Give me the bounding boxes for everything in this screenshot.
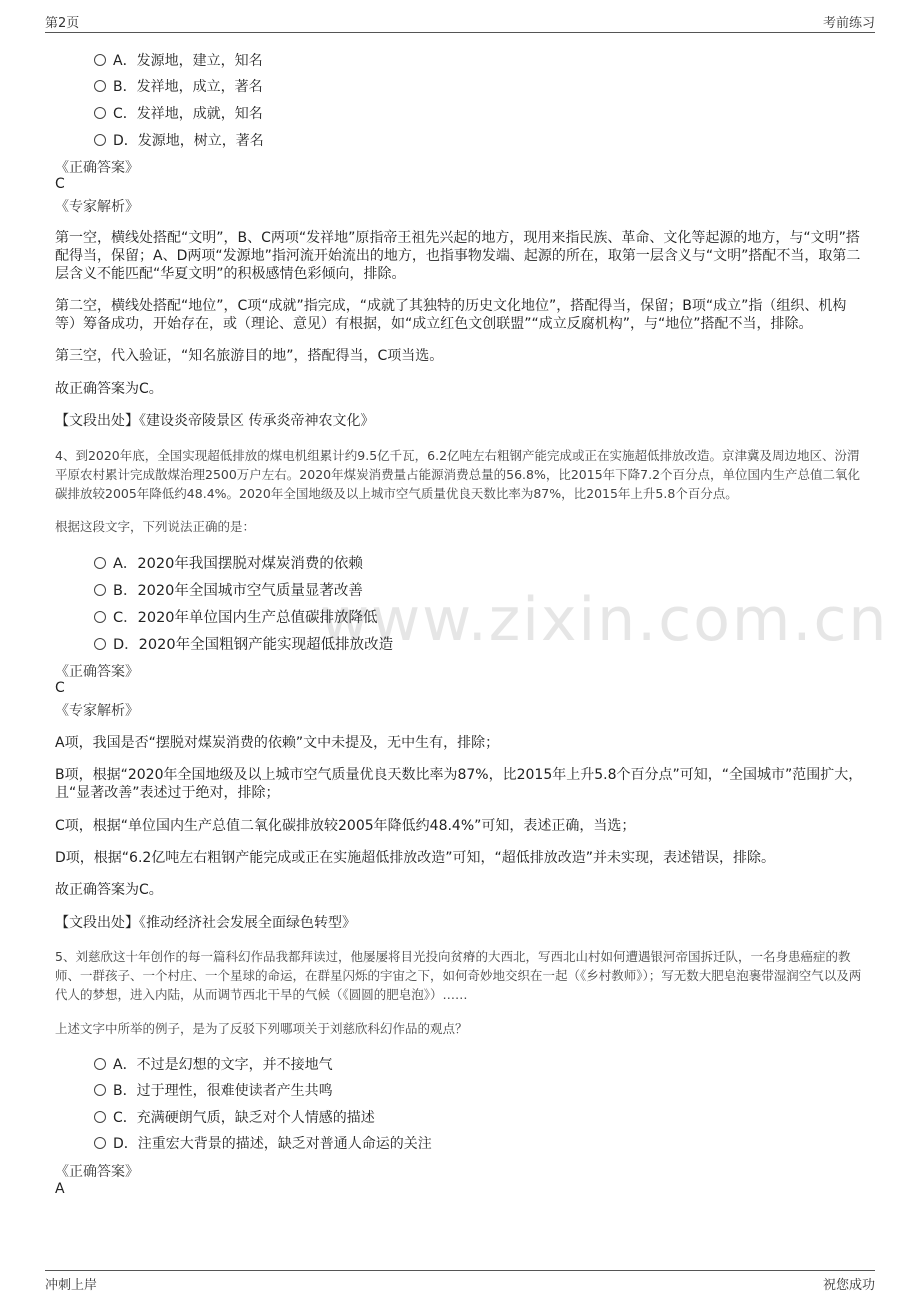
q3-analysis-3: 第三空，代入验证，“知名旅游目的地”，搭配得当，C项当选。 <box>55 348 444 364</box>
radio-icon[interactable] <box>94 611 106 623</box>
radio-icon[interactable] <box>94 1084 106 1096</box>
q5-option-d[interactable]: D．注重宏大背景的描述，缺乏对普通人命运的关注 <box>94 1133 432 1153</box>
q3-option-a[interactable]: A．发源地，建立，知名 <box>94 50 263 70</box>
q5-option-c[interactable]: C．充满硬朗气质，缺乏对个人情感的描述 <box>94 1107 375 1127</box>
q5-text: 5、刘慈欣这十年创作的每一篇科幻作品我都拜读过，他屡屡将目光投向贫瘠的大西北，写西北山村如何遭遇银河帝国拆迁队，一名身患癌症的教师、一群孩子、一个村庄、一个星球的命运，在群星闪烁的宇宙之下，如何奇妙地交织在一起（《乡村教师》）；写无数大肥皂泡裹带湿润空气以及两代人的梦想，进入内陆，从而调节西北干旱的气候（《圆圆的肥皂泡》）…… <box>55 949 862 1002</box>
radio-icon[interactable] <box>94 557 106 569</box>
radio-icon[interactable] <box>94 107 106 119</box>
q3-option-c[interactable]: C．发祥地，成就，知名 <box>94 103 263 123</box>
q5-answer: A <box>55 1181 65 1197</box>
footer-right: 祝您成功 <box>822 1278 875 1293</box>
q4-option-c[interactable]: C．2020年单位国内生产总值碳排放降低 <box>94 606 378 627</box>
q4-analysis-3: C项，根据“单位国内生产总值二氧化碳排放较2005年降低约48.4%”可知，表述正确，当选； <box>55 818 636 834</box>
q4-source: 【文段出处】《推动经济社会发展全面绿色转型》 <box>55 915 356 931</box>
q4-prompt: 根据这段文字，下列说法正确的是： <box>55 519 256 534</box>
radio-icon[interactable] <box>94 584 106 596</box>
radio-icon[interactable] <box>94 1111 106 1123</box>
q4-analysis-label: 《专家解析》 <box>55 703 139 719</box>
q4-answer-label: 《正确答案》 <box>55 664 139 680</box>
q3-analysis-1: 第一空，横线处搭配“文明”，B、C两项“发祥地”原指帝王祖先兴起的地方，现用来指民族、革命、文化等起源的地方，与“文明”搭配得当，保留；A、D两项“发源地”指河流开始流出的地方，也指事物发端、起源的所在，取第一层含义与“文明”搭配不当，取第二层含义不能匹配“华夏文明”的积极感情色彩倾向，排除。 <box>55 230 861 282</box>
q5-answer-label: 《正确答案》 <box>55 1164 139 1180</box>
page-header <box>45 10 875 33</box>
q3-analysis-label: 《专家解析》 <box>55 199 139 215</box>
q3-analysis-4: 故正确答案为C。 <box>55 381 163 397</box>
q4-analysis-4: D项，根据“6.2亿吨左右粗钢产能完成或正在实施超低排放改造”可知，“超低排放改造”并未实现，表述错误，排除。 <box>55 850 776 866</box>
q4-analysis-2: B项，根据“2020年全国地级及以上城市空气质量优良天数比率为87%，比2015年上升5.8个百分点”可知，“全国城市”范围扩大，且“显著改善”表述过于绝对，排除； <box>55 767 863 801</box>
radio-icon[interactable] <box>94 134 106 146</box>
header-title: 考前练习 <box>822 16 875 31</box>
q5-option-b[interactable]: B．过于理性，很难使读者产生共鸣 <box>94 1080 333 1100</box>
page-number: 第2页 <box>45 16 80 31</box>
q3-option-d[interactable]: D．发源地，树立，著名 <box>94 130 264 150</box>
q5-prompt: 上述文字中所举的例子，是为了反驳下列哪项关于刘慈欣科幻作品的观点？ <box>55 1021 468 1036</box>
q4-answer: C <box>55 680 65 696</box>
q3-option-b[interactable]: B．发祥地，成立，著名 <box>94 76 263 96</box>
q4-option-a[interactable]: A．2020年我国摆脱对煤炭消费的依赖 <box>94 552 363 573</box>
radio-icon[interactable] <box>94 54 106 66</box>
q5-option-a[interactable]: A．不过是幻想的文字，并不接地气 <box>94 1054 333 1074</box>
page-footer <box>45 1270 875 1295</box>
radio-icon[interactable] <box>94 638 106 650</box>
q3-analysis-2: 第二空，横线处搭配“地位”，C项“成就”指完成，“成就了其独特的历史文化地位”，搭配得当，保留；B项“成立”指（组织、机构等）筹备成功，开始存在，或（理论、意见）有根据，如“成立红色文创联盟”“成立反腐机构”，与“地位”搭配不当，排除。 <box>55 298 847 332</box>
q4-text: 4、到2020年底，全国实现超低排放的煤电机组累计约9.5亿千瓦，6.2亿吨左右粗钢产能完成或正在实施超低排放改造。京津冀及周边地区、汾渭平原农村累计完成散煤治理2500万户左右。2020年煤炭消费量占能源消费总量的56.8%，比2015年下降7.2个百分点，单位国内生产总值二氧化碳排放较2005年降低约48.4%。2020年全国地级及以上城市空气质量优良天数比率为87%，比2015年上升5.8个百分点。 <box>55 448 861 501</box>
q4-analysis-5: 故正确答案为C。 <box>55 882 163 898</box>
q3-answer: C <box>55 176 65 192</box>
q4-option-d[interactable]: D．2020年全国粗钢产能实现超低排放改造 <box>94 633 393 654</box>
q4-option-b[interactable]: B．2020年全国城市空气质量显著改善 <box>94 579 363 600</box>
footer-left: 冲刺上岸 <box>45 1278 98 1293</box>
q3-answer-label: 《正确答案》 <box>55 160 139 176</box>
q4-analysis-1: A项，我国是否“摆脱对煤炭消费的依赖”文中未提及，无中生有，排除； <box>55 735 500 751</box>
radio-icon[interactable] <box>94 1058 106 1070</box>
radio-icon[interactable] <box>94 80 106 92</box>
radio-icon[interactable] <box>94 1137 106 1149</box>
watermark: www.zixin.com.cn <box>320 585 889 655</box>
q3-source: 【文段出处】《建设炎帝陵景区 传承炎帝神农文化》 <box>55 413 375 429</box>
